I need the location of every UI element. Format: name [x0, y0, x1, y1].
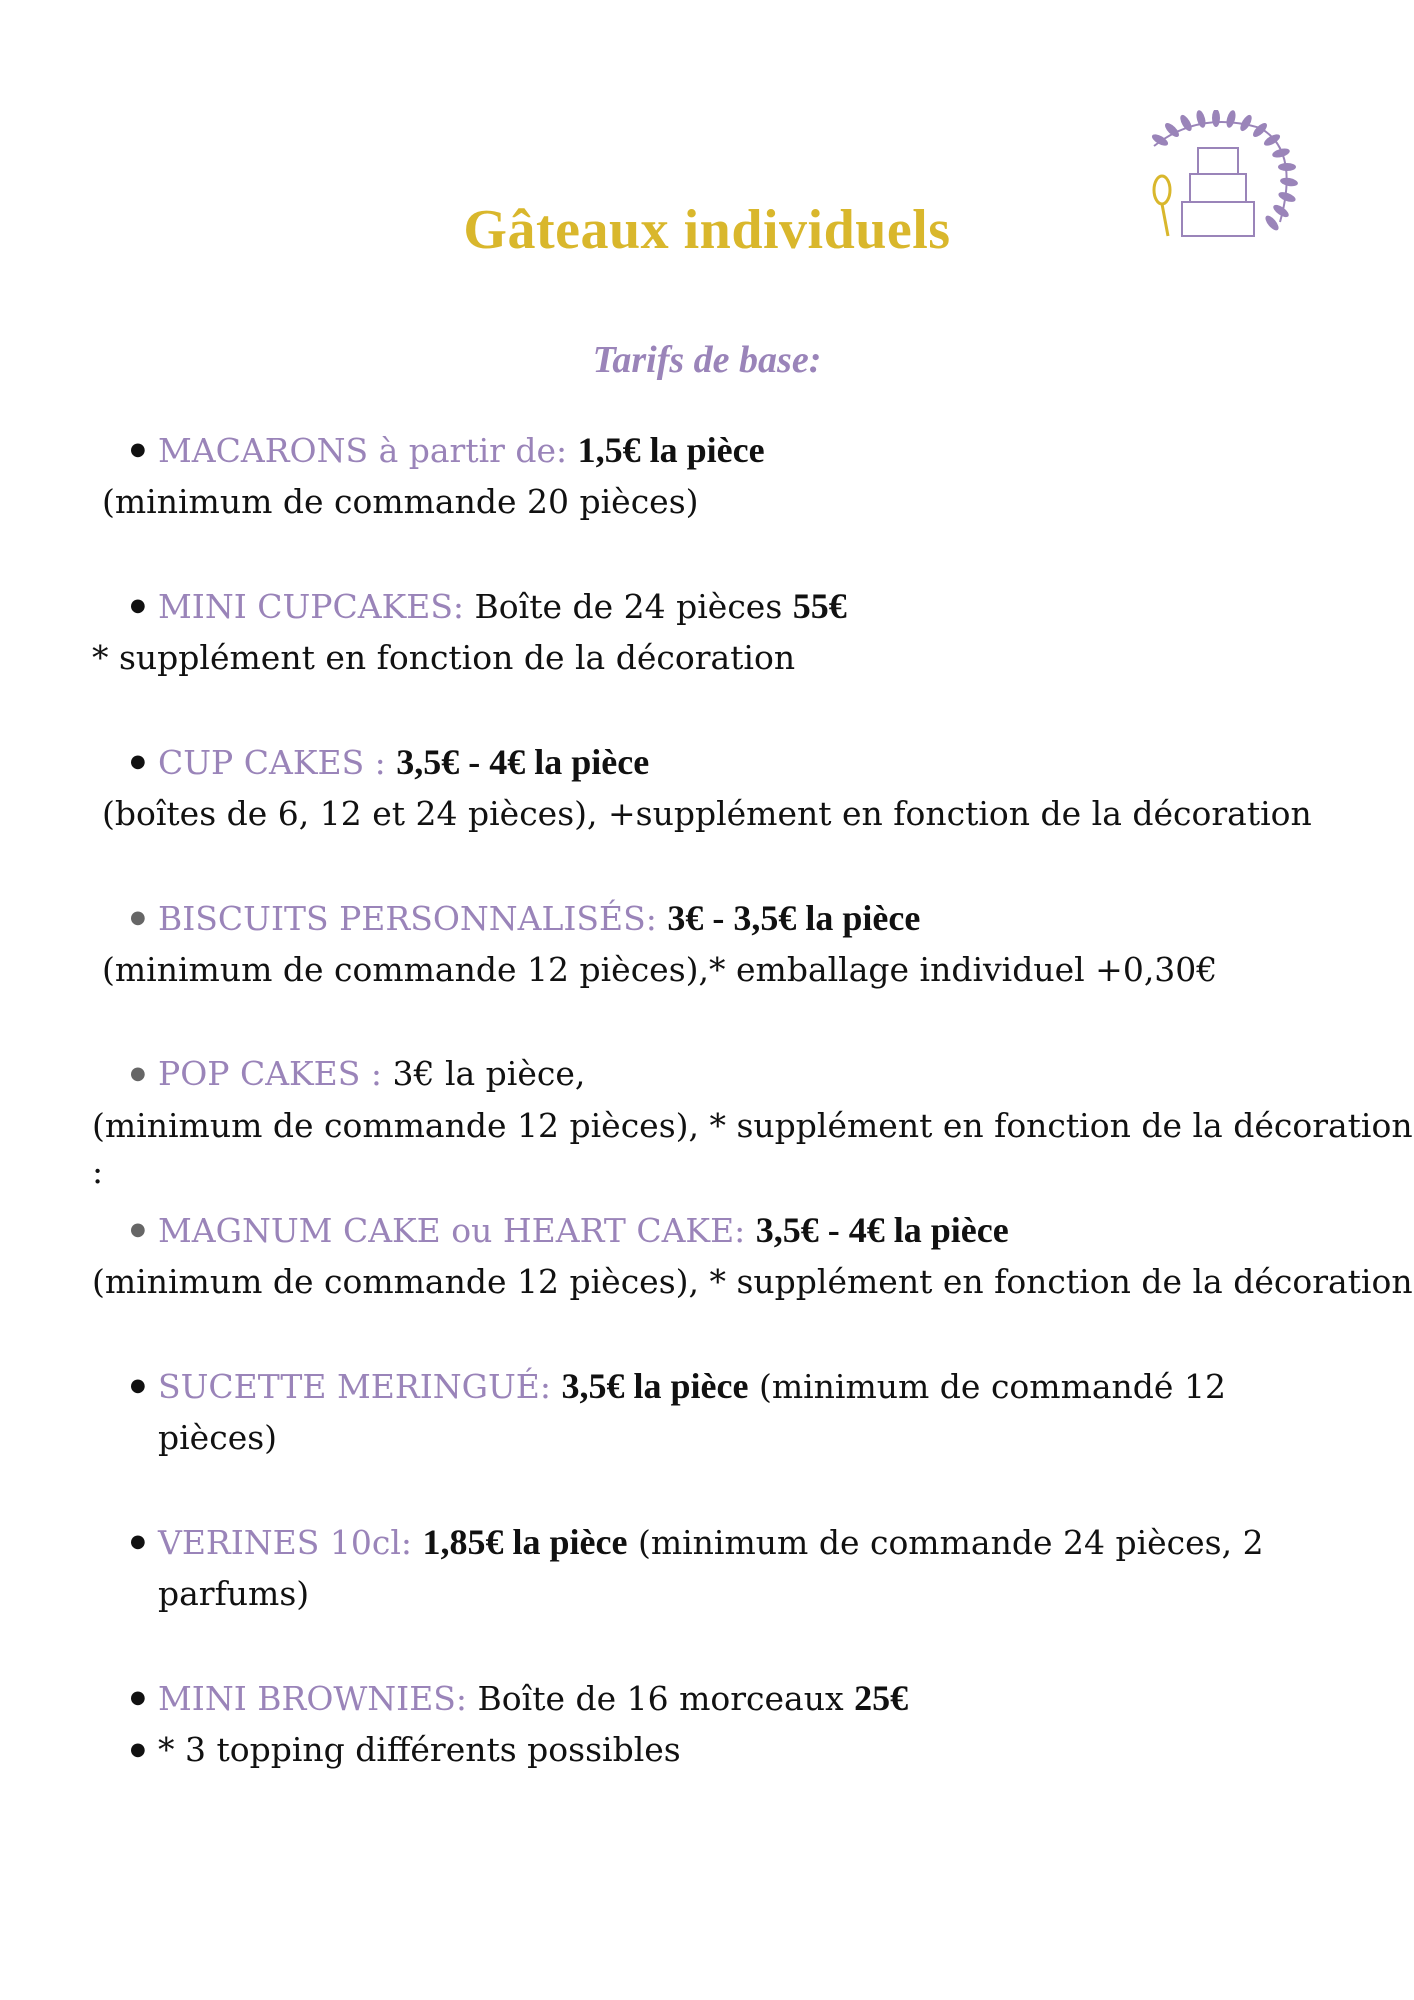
item-price: 1,85€ la pièce [422, 1522, 628, 1562]
item-continuation: parfums) [158, 1574, 310, 1613]
item-desc: (minimum de commandé 12 [748, 1367, 1226, 1406]
item-price: 25€ [854, 1678, 909, 1718]
item-note: * supplément en fonction de la décoration [92, 638, 796, 677]
item-name: MINI BROWNIES: [158, 1679, 478, 1718]
item-price: 3€ - 3,5€ la pièce [667, 898, 921, 938]
item-desc: Boîte de 24 pièces [474, 587, 793, 626]
bullet-icon: ● [130, 1687, 146, 1708]
item-continuation: pièces) [158, 1418, 278, 1457]
item-price: 3,5€ la pièce [561, 1366, 749, 1406]
list-item [158, 736, 649, 789]
item-price: 3,5€ - 4€ la pièce [755, 1210, 1009, 1250]
list-item [158, 424, 765, 477]
item-note: (minimum de commande 12 pièces), * supplément en fonction de la décoration [92, 1262, 1413, 1301]
bullet-icon: ● [130, 1219, 146, 1240]
list-item [158, 1516, 1264, 1569]
item-price: 1,5€ la pièce [577, 430, 765, 470]
list-item [158, 1672, 908, 1725]
list-item [158, 892, 920, 945]
item-desc: Boîte de 16 morceaux [477, 1679, 855, 1718]
bullet-icon: ● [130, 1531, 146, 1552]
bullet-icon: ● [130, 439, 146, 460]
item-note: (minimum de commande 20 pièces) [102, 482, 699, 521]
bullet-icon: ● [130, 595, 146, 616]
item-desc: (minimum de commande 24 pièces, 2 [627, 1523, 1264, 1562]
list-item [158, 1204, 1009, 1257]
list-item [158, 1360, 1226, 1413]
list-item [158, 1048, 585, 1100]
item-name: VERINES 10cl: [158, 1523, 423, 1562]
item-name: MINI CUPCAKES: [158, 587, 475, 626]
bullet-icon: ● [130, 1063, 146, 1084]
item-note: (minimum de commande 12 pièces),* emballage individuel +0,30€ [102, 950, 1218, 989]
item-name: SUCETTE MERINGUÉ: [158, 1367, 562, 1406]
item-desc: 3€ la pièce, [392, 1054, 586, 1093]
item-name: MAGNUM CAKE ou HEART CAKE: [158, 1211, 756, 1250]
bullet-icon: ● [130, 907, 146, 928]
list-item [158, 580, 847, 633]
item-note: (boîtes de 6, 12 et 24 pièces), +supplément en fonction de la décoration [102, 794, 1312, 833]
item-name: BISCUITS PERSONNALISÉS: [158, 899, 668, 938]
item-note: (minimum de commande 12 pièces), * supplément en fonction de la décoration [92, 1106, 1413, 1145]
page-title: Gâteaux individuels [463, 199, 951, 261]
item-name: MACARONS à partir de: [158, 431, 578, 470]
bullet-icon: ● [130, 1375, 146, 1396]
item-name: POP CAKES : [158, 1054, 393, 1093]
stray-colon: : [92, 1152, 104, 1191]
bullet-icon: ● [130, 1739, 146, 1760]
list-item: * 3 topping différents possibles [158, 1730, 681, 1769]
item-name: CUP CAKES : [158, 743, 397, 782]
bullet-icon: ● [130, 751, 146, 772]
item-price: 3,5€ - 4€ la pièce [396, 742, 650, 782]
item-price: 55€ [792, 586, 847, 626]
page-subtitle: Tarifs de base: [592, 339, 822, 381]
